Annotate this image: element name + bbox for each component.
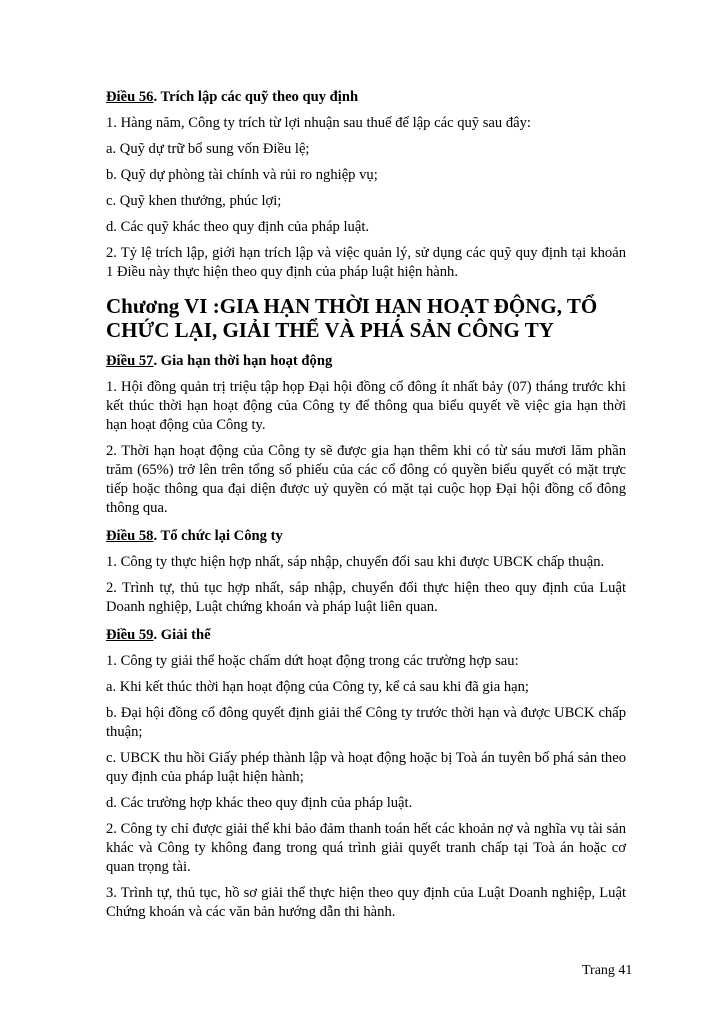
paragraph: 1. Công ty thực hiện hợp nhất, sáp nhập, chuyển đổi sau khi được UBCK chấp thuận. [106,554,605,570]
article-56-heading [106,88,626,107]
paragraph: 1. Hội đồng quản trị triệu tập họp Đại hội đồng cổ đông ít nhất bảy (07) tháng trước khi kết thúc thời hạn hoạt động của Công ty để thông qua biểu quyết về việc gia hạn thời hạn hoạt động của Công ty. [106,379,626,433]
paragraph: 1. Hàng năm, Công ty trích từ lợi nhuận sau thuế để lập các quỹ sau đây: [106,115,531,131]
article-number: Điều 59 [106,627,154,643]
paragraph: b. Quỹ dự phòng tài chính và rủi ro nghiệp vụ; [106,167,378,183]
paragraph: 2. Trình tự, thủ tục hợp nhất, sáp nhập, chuyển đổi thực hiện theo quy định của Luật Doanh nghiệp, Luật chứng khoán và pháp luật liên quan. [106,580,626,615]
article-number: Điều 58 [106,528,154,544]
paragraph: a. Khi kết thúc thời hạn hoạt động của Công ty, kể cả sau khi đã gia hạn; [106,679,529,695]
article-number: Điều 57 [106,353,154,369]
paragraph: d. Các quỹ khác theo quy định của pháp luật. [106,219,370,235]
paragraph: d. Các trường hợp khác theo quy định của pháp luật. [106,795,413,811]
article-title: . Tổ chức lại Công ty [153,528,283,544]
page-number: Trang 41 [582,963,633,978]
article-title: . Giải thể [153,627,211,643]
article-title: . Trích lập các quỹ theo quy định [153,89,359,105]
article-57-heading [106,352,626,371]
paragraph: b. Đại hội đồng cổ đông quyết định giải thể Công ty trước thời hạn và được UBCK chấp thuận; [106,705,626,740]
chapter-heading: Chương VI :GIA HẠN THỜI HẠN HOẠT ĐỘNG, TỔ CHỨC LẠI, GIẢI THỂ VÀ PHÁ SẢN CÔNG TY [106,294,598,342]
paragraph: c. Quỹ khen thưởng, phúc lợi; [106,193,282,209]
article-title: . Gia hạn thời hạn hoạt động [153,353,333,369]
paragraph: c. UBCK thu hồi Giấy phép thành lập và hoạt động hoặc bị Toà án tuyên bố phá sản theo quy định của pháp luật hiện hành; [106,750,626,785]
paragraph: 3. Trình tự, thủ tục, hồ sơ giải thể thực hiện theo quy định của Luật Doanh nghiệp, Luật Chứng khoán và các văn bản hướng dẫn thi hành. [106,885,626,920]
paragraph: a. Quỹ dự trữ bổ sung vốn Điều lệ; [106,141,310,157]
article-59-heading [106,626,626,645]
document-body [106,88,626,929]
paragraph: 2. Tỷ lệ trích lập, giới hạn trích lập và việc quản lý, sử dụng các quỹ quy định tại khoản 1 Điều này thực hiện theo quy định của pháp luật hiện hành. [106,245,626,280]
article-58-heading [106,527,626,546]
paragraph: 1. Công ty giải thể hoặc chấm dứt hoạt động trong các trường hợp sau: [106,653,519,669]
article-number: Điều 56 [106,89,154,105]
paragraph: 2. Thời hạn hoạt động của Công ty sẽ được gia hạn thêm khi có từ sáu mươi lăm phần trăm (65%) trở lên trên tổng số phiếu của các cổ đông có quyền biểu quyết có mặt trực tiếp hoặc thông qua đại diện được uỷ quyền có mặt tại cuộc họp Đại hội đồng cổ đông thông qua. [106,443,626,516]
paragraph: 2. Công ty chỉ được giải thể khi bảo đảm thanh toán hết các khoản nợ và nghĩa vụ tài sản khác và Công ty không đang trong quá trình giải quyết tranh chấp tại Toà án hoặc cơ quan trọng tài. [106,821,626,875]
